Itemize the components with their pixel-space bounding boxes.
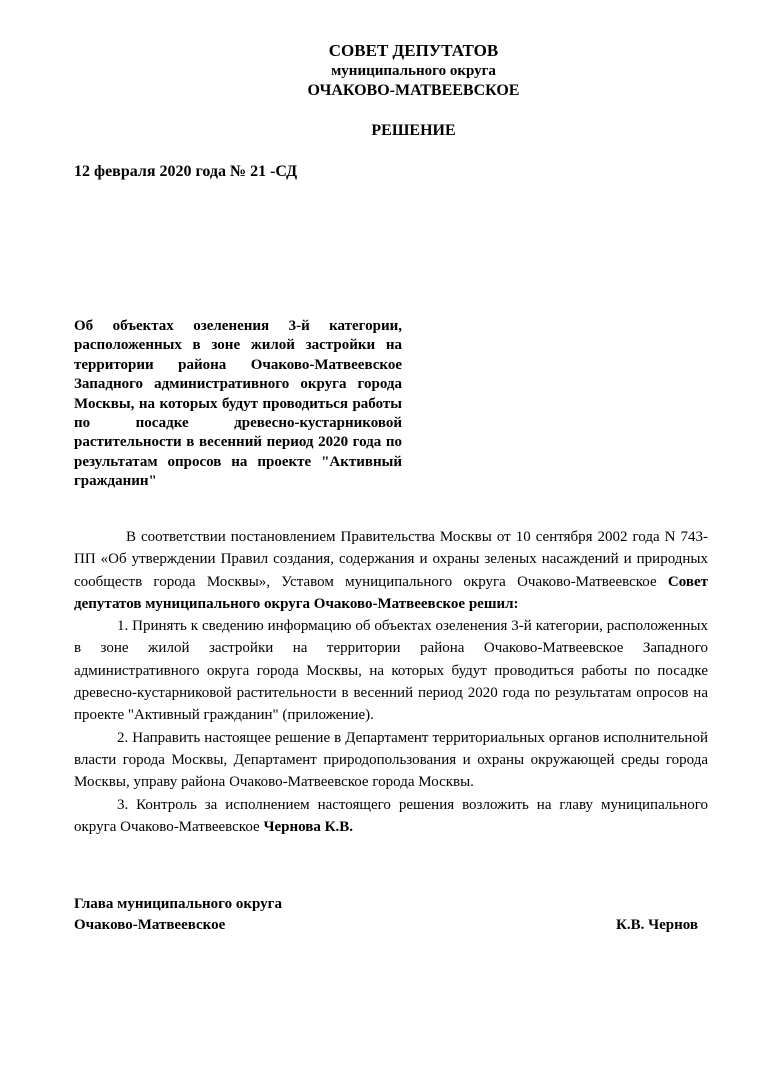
document-header (0, 40, 763, 101)
item-1-text: 1. Принять к сведению информацию об объектах озеленения 3-й категории, расположенных в зоне жилой застройки на территории района Очаково-Матвеевское Западного административного округа города Москвы, на которых будут проводиться работы по посадке древесно-кустарниковой растительности в весенний период 2020 года по результатам опросов на проекте "Активный гражданин" (приложение). (74, 618, 708, 724)
preamble-paragraph (74, 526, 708, 615)
resolution-item-2 (74, 727, 708, 794)
signature-block (74, 894, 698, 936)
preamble-text: В соответствии постановлением Правительства Москвы от 10 сентября 2002 года N 743-ПП «Об утверждении Правил создания, содержания и охраны зеленых насаждений и природных сообществ города Москвы», Уставом муниципального округа Очаково-Матвеевское (74, 529, 708, 590)
council-name: СОВЕТ ДЕПУТАТОВ (328, 41, 499, 60)
document-date-number: 12 февраля 2020 года № 21 -СД (74, 163, 298, 180)
item-3-text: 3. Контроль за исполнением настоящего решения возложить на главу муниципального округа Очаково-Матвеевское (74, 796, 708, 835)
signatory-name: К.В. Чернов (615, 917, 698, 933)
signatory-title-line2: Очаково-Матвеевское (74, 917, 226, 933)
signatory-title-line1: Глава муниципального округа (74, 896, 282, 912)
resolution-phrase: Совет депутатов муниципального округа Очаково-Матвеевское решил: (74, 573, 708, 612)
item-3-responsible-person: Чернова К.В. (263, 818, 353, 835)
district-name: ОЧАКОВО-МАТВЕЕВСКОЕ (307, 82, 520, 99)
document-body (74, 526, 708, 838)
document-subject: Об объектах озеленения 3-й категории, расположенных в зоне жилой застройки на территории района Очаково-Матвеевское Западного административного округа города Москвы, на которых будут проводиться работы по посадке древесно-кустарниковой растительности в весенний период 2020 года по результатам опросов на проекте "Активный гражданин" (74, 318, 402, 490)
document-type: РЕШЕНИЕ (371, 122, 456, 139)
resolution-item-1 (74, 615, 708, 726)
signature-row (74, 915, 698, 936)
resolution-item-3 (74, 794, 708, 839)
item-2-text: 2. Направить настоящее решение в Департамент территориальных органов исполнительной власти города Москвы, Департамент природопользования и охраны окружающей среды города Москвы, управу района Очаково-Матвеевское города Москвы. (74, 729, 708, 791)
council-subtitle: муниципального округа (331, 63, 496, 79)
